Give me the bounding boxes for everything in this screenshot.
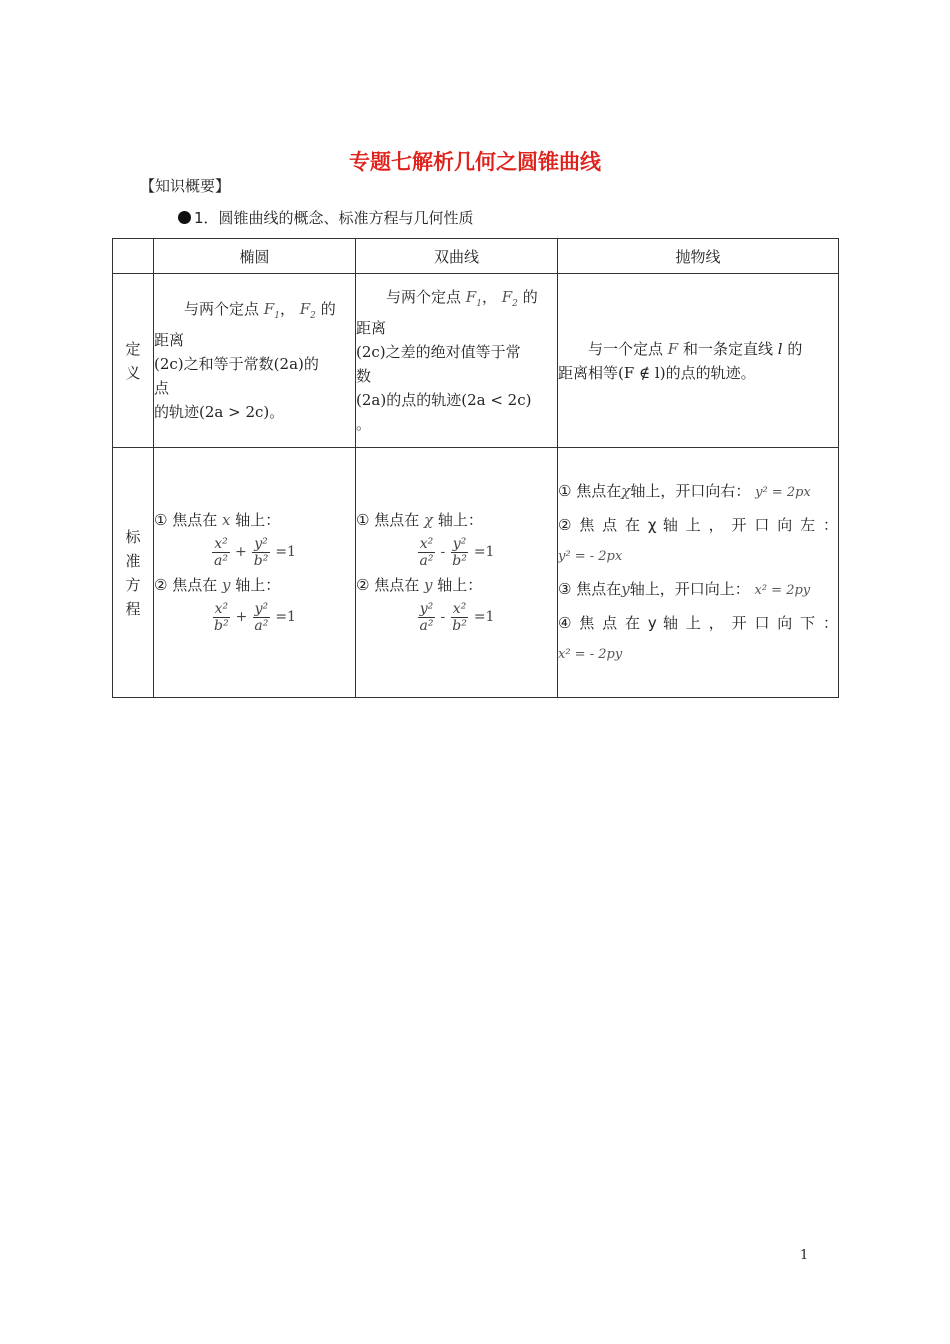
text: ② 焦点在 — [356, 575, 420, 594]
subscript: 1 — [476, 299, 482, 309]
text: ③ 焦点在 — [558, 579, 622, 598]
math-var: χ — [424, 510, 434, 529]
fraction — [212, 536, 230, 569]
text-line — [558, 337, 838, 361]
text-line: 点 — [154, 379, 170, 397]
bullet-icon — [178, 211, 191, 224]
text: 的 — [303, 355, 319, 373]
text: ② 焦点在 — [154, 575, 218, 594]
math-f1 — [465, 288, 482, 309]
math-var: χ — [621, 481, 631, 500]
equation-parabola-right: y² = 2px — [755, 484, 811, 500]
rhs: =1 — [473, 544, 495, 560]
math-2a: (2a) — [273, 355, 304, 373]
numerator: y² — [419, 600, 434, 617]
cell-ellipse-standard — [154, 448, 356, 698]
case-line: ④ 焦 点 在 y 轴 上 ， 开 口 向 下 ： — [558, 613, 838, 632]
text: 的点的轨迹。 — [665, 363, 756, 382]
text-line — [558, 361, 838, 385]
numerator: y² — [254, 600, 269, 617]
text: ① 焦点在 — [558, 481, 622, 500]
table-header-row — [113, 239, 839, 274]
subsection-heading — [178, 207, 474, 228]
header-cell-empty — [113, 239, 154, 274]
equation-hyperbola-y — [356, 601, 557, 634]
page-title: 专题七解析几何之圆锥曲线 — [349, 150, 601, 174]
case-line — [356, 573, 557, 597]
text-line: 数 — [356, 367, 372, 385]
text: 的点的轨迹 — [386, 391, 462, 409]
symbol: F — [501, 288, 513, 306]
text: 的 — [320, 300, 336, 318]
text: 轴上： — [437, 510, 483, 529]
text: 轴上，开口向右： — [630, 481, 751, 500]
symbol: F — [465, 288, 477, 306]
table-row-standard-equation — [113, 448, 839, 698]
text: 轴上： — [437, 575, 483, 594]
case-line: ② 焦 点 在 χ 轴 上 ， 开 口 向 左 ： — [558, 515, 838, 534]
numerator: x² — [419, 535, 434, 552]
denominator: b² — [214, 617, 229, 634]
cell-hyperbola-definition — [356, 274, 558, 448]
math-2a: (2a) — [356, 391, 387, 409]
text: 。 — [269, 403, 285, 421]
fraction — [418, 536, 436, 569]
text-line: 距离 — [356, 319, 387, 337]
numerator: y² — [452, 535, 467, 552]
text-line — [356, 340, 557, 364]
row-label-standard — [113, 448, 154, 698]
text-line — [154, 400, 355, 424]
table-row-definition — [113, 274, 839, 448]
text: 的 — [787, 339, 803, 358]
text-line — [356, 388, 557, 412]
text: 距离相等 — [558, 363, 619, 382]
fraction — [418, 601, 436, 634]
subscript: 2 — [310, 311, 316, 321]
text-line: 距离 — [154, 331, 185, 349]
denominator: a² — [254, 617, 269, 634]
numerator: x² — [214, 535, 228, 552]
operator: - — [440, 544, 446, 560]
rhs: =1 — [275, 609, 296, 625]
fraction — [212, 601, 231, 634]
operator: - — [440, 609, 446, 625]
case-line — [558, 576, 838, 604]
text: 轴上，开口向上： — [629, 579, 750, 598]
text: 轴上： — [235, 510, 281, 529]
equation-parabola-down: x² = - 2py — [558, 646, 623, 662]
denominator: b² — [253, 552, 269, 569]
text: 轴上： — [235, 575, 281, 594]
case-line — [558, 478, 838, 506]
math-var: y — [222, 575, 231, 594]
math-var: y — [621, 579, 630, 598]
fraction — [252, 601, 270, 634]
denominator: b² — [452, 617, 467, 634]
symbol: F — [263, 300, 275, 318]
subsection-text: 1．圆锥曲线的概念、标准方程与几何性质 — [194, 209, 474, 227]
text: 的轨迹 — [154, 403, 200, 421]
header-cell-parabola: 抛物线 — [558, 239, 839, 274]
fraction — [450, 601, 469, 634]
header-cell-hyperbola: 双曲线 — [356, 239, 558, 274]
math-f2 — [501, 288, 518, 309]
equation-parabola-up: x² = 2py — [754, 582, 811, 598]
symbol: F — [299, 300, 311, 318]
text: ， — [279, 300, 295, 318]
text: 和一条定直线 — [683, 339, 774, 358]
text: 与两个定点 — [184, 300, 260, 318]
math-f2 — [299, 300, 316, 321]
text: ① 焦点在 — [356, 510, 420, 529]
conic-table — [112, 238, 839, 698]
equation-parabola-left: y² = - 2px — [558, 548, 623, 564]
text: ① 焦点在 — [154, 510, 218, 529]
operator: + — [235, 609, 248, 625]
rhs: =1 — [473, 609, 495, 625]
row-label-text: 定义 — [125, 339, 141, 382]
cell-parabola-definition — [558, 274, 839, 448]
row-label-text: 标准方程 — [125, 527, 141, 618]
math-var: y — [424, 575, 433, 594]
numerator: x² — [452, 600, 467, 617]
text-line: 。 — [356, 415, 372, 433]
equation-ellipse-x — [154, 536, 355, 569]
rhs: =1 — [275, 544, 296, 560]
equation-hyperbola-x — [356, 536, 557, 569]
fraction — [450, 536, 469, 569]
math-focus: F — [667, 339, 679, 358]
subscript: 2 — [512, 299, 518, 309]
section-heading: 【知识概要】 — [140, 177, 231, 195]
numerator: y² — [254, 535, 268, 552]
math-f1 — [263, 300, 280, 321]
case-line — [154, 508, 355, 532]
math-2c: (2c) — [154, 355, 184, 373]
operator: + — [235, 544, 247, 560]
text-line — [154, 352, 355, 376]
cell-hyperbola-standard — [356, 448, 558, 698]
denominator: b² — [452, 552, 467, 569]
fraction — [252, 536, 271, 569]
cell-ellipse-definition — [154, 274, 356, 448]
text: 之和等于常数 — [183, 355, 274, 373]
equation-ellipse-y — [154, 601, 355, 634]
denominator: a² — [214, 552, 228, 569]
text: 与两个定点 — [386, 288, 462, 306]
text-line — [154, 297, 355, 328]
numerator: x² — [214, 600, 229, 617]
text: ， — [481, 288, 497, 306]
case-line — [356, 508, 557, 532]
math-line: l — [777, 339, 783, 358]
cell-parabola-standard — [558, 448, 839, 698]
row-label-definition — [113, 274, 154, 448]
math-2c: (2c) — [356, 343, 386, 361]
header-cell-ellipse: 椭圆 — [154, 239, 356, 274]
denominator: a² — [419, 552, 434, 569]
page-number: 1 — [800, 1248, 809, 1263]
math-condition: (2a > 2c) — [199, 403, 270, 421]
subscript: 1 — [274, 311, 280, 321]
text: 之差的绝对值等于常 — [385, 343, 521, 361]
case-line — [154, 573, 355, 597]
text: 与一个定点 — [588, 339, 664, 358]
math-condition: (2a < 2c) — [461, 391, 532, 409]
text-line — [356, 285, 557, 316]
denominator: a² — [419, 617, 434, 634]
math-var: x — [222, 510, 231, 529]
math-condition: (F ∉ l) — [618, 363, 666, 382]
text: 的 — [522, 288, 538, 306]
